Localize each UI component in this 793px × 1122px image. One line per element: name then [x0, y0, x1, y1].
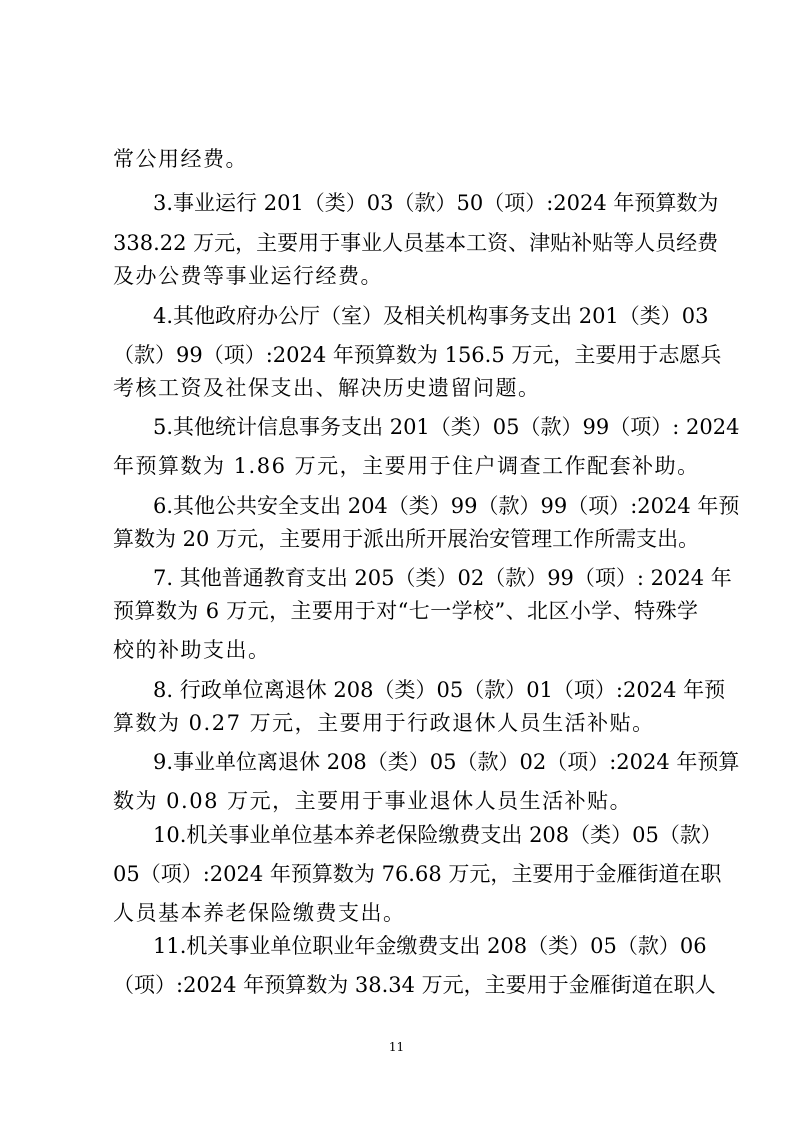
text-line: 10.机关事业单位基本养老保险缴费支出 208（类）05（款） [153, 823, 722, 847]
text-line: 考核工资及社保支出、解决历史遗留问题。 [113, 376, 541, 400]
text-line: 人员基本养老保险缴费支出。 [113, 901, 406, 925]
text-line: 5.其他统计信息事务支出 201（类）05（款）99（项）: 2024 [153, 415, 740, 439]
text-line: 8. 行政单位离退休 208（类）05（款）01（项）:2024 年预 [153, 678, 726, 702]
text-line: 数为 0.08 万元，主要用于事业退休人员生活补贴。 [113, 789, 633, 813]
text-line: 校的补助支出。 [113, 638, 271, 662]
text-line: 7. 其他普通教育支出 205（类）02（款）99（项）: 2024 年 [153, 566, 732, 590]
text-line: （项）:2024 年预算数为 38.34 万元，主要用于金雁街道在职人 [113, 973, 716, 997]
text-line: 05（项）:2024 年预算数为 76.68 万元，主要用于金雁街道在职 [113, 862, 722, 886]
text-line: 338.22 万元，主要用于事业人员基本工资、津贴补贴等人员经费 [113, 231, 719, 255]
text-line: 算数为 20 万元，主要用于派出所开展治安管理工作所需支出。 [113, 527, 700, 551]
text-line: 3.事业运行 201（类）03（款）50（项）:2024 年预算数为 [153, 191, 719, 215]
text-line: 算数为 0.27 万元，主要用于行政退休人员生活补贴。 [113, 711, 655, 735]
text-line: 6.其他公共安全支出 204（类）99（款）99（项）:2024 年预 [153, 494, 740, 518]
text-line: 9.事业单位离退休 208（类）05（款）02（项）:2024 年预算 [153, 750, 740, 774]
page-number: 11 [388, 1040, 405, 1054]
text-line: 预算数为 6 万元，主要用于对“七一学校”、北区小学、特殊学 [113, 599, 698, 623]
text-line: 4.其他政府办公厅（室）及相关机构事务支出 201（类）03 [153, 304, 709, 328]
text-line: 11.机关事业单位职业年金缴费支出 208（类）05（款）06 [153, 934, 707, 958]
text-line: （款）99（项）:2024 年预算数为 156.5 万元，主要用于志愿兵 [113, 343, 722, 367]
text-line: 及办公费等事业运行经费。 [113, 264, 383, 288]
text-line: 常公用经费。 [113, 147, 248, 171]
text-line: 年预算数为 1.86 万元，主要用于住户调查工作配套补助。 [113, 454, 700, 478]
